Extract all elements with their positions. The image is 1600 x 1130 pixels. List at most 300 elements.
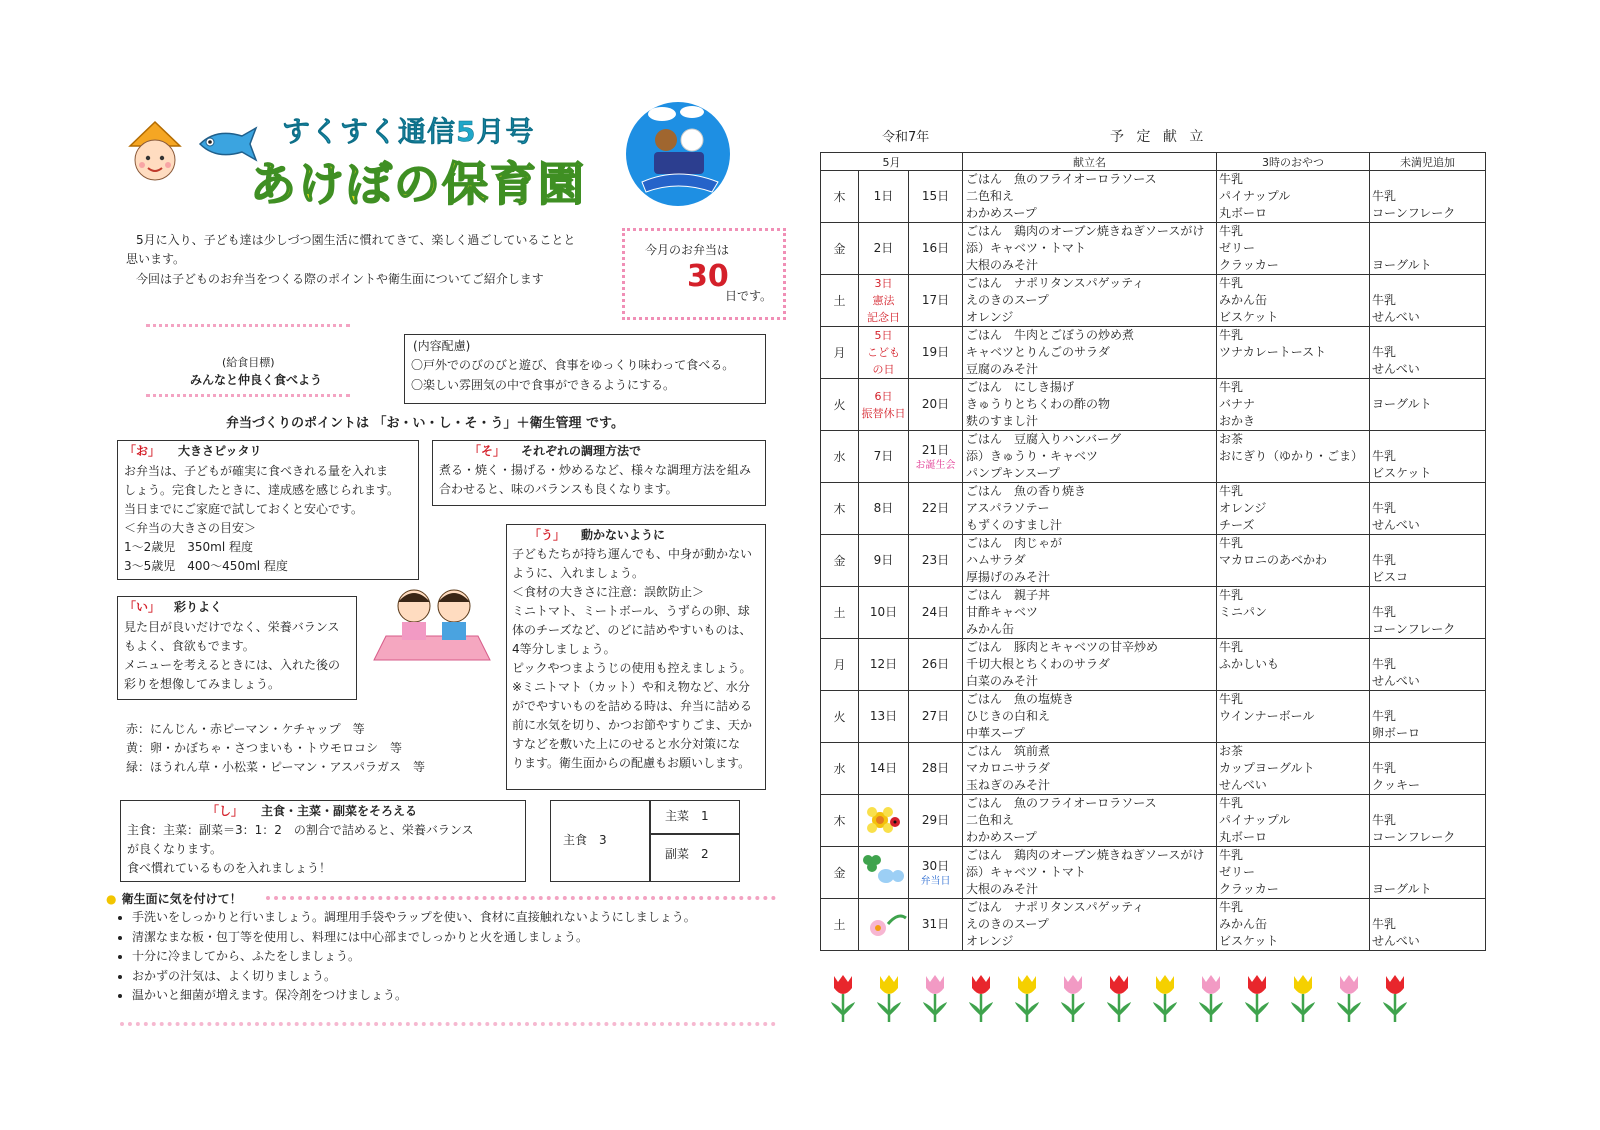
menu-snack-cell <box>1217 379 1370 431</box>
menu-extra: せんべい <box>1372 362 1420 376</box>
menu-row <box>821 327 1486 379</box>
menu-extra: せんべい <box>1372 934 1420 948</box>
menu-day: 木 <box>821 795 859 847</box>
menu-snack: おにぎり（ゆかり・ごま） <box>1219 449 1364 463</box>
menu-extra-cell <box>1370 847 1486 899</box>
menu-dish-cell <box>963 899 1217 951</box>
hygiene-item: • 清潔なまな板・包丁等を使用し、料理には中心部までしっかりと火を通しましょう。 <box>132 928 696 948</box>
menu-extra-cell <box>1370 587 1486 639</box>
point-i-heading: 彩りよく <box>174 600 223 614</box>
menu-snack-cell <box>1217 795 1370 847</box>
menu-date-2 <box>909 327 963 379</box>
menu-snack: 牛乳 <box>1219 536 1244 550</box>
point-u-box <box>506 524 766 790</box>
menu-extra: ビスコ <box>1372 570 1409 584</box>
menu-dish: ごはん ナポリタンスパゲッティ <box>966 900 1145 914</box>
decorative-flower-line-bottom <box>146 394 350 403</box>
menu-date-value: 13日 <box>869 709 898 723</box>
menu-snack: ミニパン <box>1219 605 1268 619</box>
ratio-side: 副菜 2 <box>665 847 709 861</box>
menu-extra <box>1372 864 1485 881</box>
menu-extra: 牛乳 <box>1372 293 1397 307</box>
menu-day: 火 <box>821 379 859 431</box>
holiday-note: 記念日 <box>867 311 900 324</box>
event-note: お誕生会 <box>915 459 956 471</box>
menu-snack: クラッカー <box>1219 258 1279 272</box>
point-i-key: 「い」 <box>124 600 161 614</box>
menu-dish: ごはん 魚の塩焼き <box>966 692 1075 706</box>
menu-dish: ごはん 魚のフライオーロラソース <box>966 796 1157 810</box>
menu-col-month: 5月 <box>821 153 963 171</box>
hygiene-header <box>106 888 776 910</box>
points-title: 弁当づくりのポイントは 「お・い・し・そ・う」＋衛生管理 です。 <box>226 416 625 431</box>
menu-date-value: 1日 <box>873 189 894 203</box>
menu-extra <box>1372 691 1485 708</box>
menu-snack: おかき <box>1219 414 1256 428</box>
menu-row <box>821 535 1486 587</box>
menu-extra: クッキー <box>1372 778 1421 792</box>
point-u-body: 子どもたちが持ち運んでも、中身が動かない ように、入れましょう。 ＜食材の大きさに注意：誤飲防止＞ ミニトマト、ミートボール、うずらの卵、球 体のチーズなど、のどに詰めやすいものは、 4等分しましょう。 ピックやつまようじの使用も控えましょう。 ※ミニトマト（カット）や和え物など、水分 がでやすいものを詰める時は、弁当に詰める 前に水気を切り、かつお節やすりごま、天か すなどを敷いた上にのせると水分対策にな ります。衛生面からの配慮もお願いします。 <box>512 547 753 770</box>
menu-dish: ごはん 親子丼 <box>966 588 1051 602</box>
menu-date-2-value: 22日 <box>921 501 950 515</box>
hygiene-item: • 温かいと細菌が増えます。保冷剤をつけましょう。 <box>132 986 696 1006</box>
menu-dish-cell <box>963 431 1217 483</box>
menu-date-value: 6日 <box>874 389 893 403</box>
menu-dish-cell <box>963 743 1217 795</box>
menu-date-2-value: 16日 <box>921 241 950 255</box>
menu-snack: ウインナーボール <box>1219 709 1315 723</box>
menu-extra: ヨーグルト <box>1372 258 1432 272</box>
event-note: 弁当日 <box>920 875 951 887</box>
menu-date-2-value: 28日 <box>921 761 950 775</box>
menu-dish: 千切大根とちくわのサラダ <box>966 657 1110 671</box>
menu-date-value: 7日 <box>873 449 894 463</box>
tulip-icon <box>874 972 904 1024</box>
menu-dish: 二色和え <box>966 813 1015 827</box>
menu-date-2-value: 30日 <box>921 858 950 873</box>
holiday-note: 憲法 <box>872 294 895 307</box>
menu-date-2 <box>909 275 963 327</box>
menu-row <box>821 483 1486 535</box>
menu-snack: 牛乳 <box>1219 224 1244 238</box>
menu-extra: 牛乳 <box>1372 501 1397 515</box>
menu-extra: せんべい <box>1372 310 1420 324</box>
menu-dish: ごはん 筑前煮 <box>966 744 1051 758</box>
menu-date-2 <box>909 743 963 795</box>
tulip-icon <box>1104 972 1134 1024</box>
menu-date <box>859 483 909 535</box>
menu-dish-cell <box>963 847 1217 899</box>
menu-dish: ごはん 鶏肉のオーブン焼きねぎソースがけ <box>966 224 1205 238</box>
menu-dish-cell <box>963 275 1217 327</box>
koinobori-badge-icon <box>622 100 734 208</box>
menu-snack-cell <box>1217 327 1370 379</box>
hygiene-title: 衛生面に気を付けて！ <box>121 892 242 906</box>
menu-snack <box>1219 725 1369 742</box>
bento-days-label: 今月のお弁当は <box>645 243 730 257</box>
menu-date <box>859 691 909 743</box>
menu-row <box>821 639 1486 691</box>
menu-snack: 丸ボーロ <box>1219 206 1268 220</box>
menu-col-menu: 献立名 <box>963 153 1217 171</box>
menu-day: 木 <box>821 171 859 223</box>
menu-snack: 牛乳 <box>1219 380 1244 394</box>
menu-extra <box>1372 483 1485 500</box>
ratio-divider-vertical <box>649 801 651 881</box>
menu-dish-cell <box>963 535 1217 587</box>
tulip-icon <box>1288 972 1318 1024</box>
menu-snack: 牛乳 <box>1219 640 1244 654</box>
menu-row <box>821 743 1486 795</box>
menu-date <box>859 223 909 275</box>
menu-date-2 <box>909 171 963 223</box>
point-shi-box <box>120 800 526 882</box>
menu-date-2-value: 26日 <box>921 657 950 671</box>
menu-date-2 <box>909 535 963 587</box>
decorative-flower-line-top <box>146 324 350 333</box>
menu-dish: えのきのスープ <box>966 917 1049 931</box>
menu-snack: 牛乳 <box>1219 276 1244 290</box>
menu-snack: ツナカレートースト <box>1219 345 1327 359</box>
menu-title: 予 定 献 立 <box>1110 129 1208 145</box>
menu-row <box>821 275 1486 327</box>
menu-snack-cell <box>1217 171 1370 223</box>
menu-snack: ビスケット <box>1219 310 1279 324</box>
menu-extra-cell <box>1370 639 1486 691</box>
menu-snack-cell <box>1217 587 1370 639</box>
point-o-box <box>117 440 419 580</box>
hygiene-chick-icon: ● <box>106 892 117 906</box>
menu-snack: クラッカー <box>1219 882 1279 896</box>
menu-dish-cell <box>963 379 1217 431</box>
considerations-title: (内容配慮) <box>413 339 471 353</box>
menu-day: 木 <box>821 483 859 535</box>
menu-row <box>821 847 1486 899</box>
tulip-icon <box>1242 972 1272 1024</box>
menu-date <box>859 535 909 587</box>
menu-date-value: 14日 <box>869 761 898 775</box>
menu-snack: ふかしいも <box>1219 657 1280 671</box>
menu-snack <box>1219 621 1369 638</box>
point-o-heading: 大きさピッタリ <box>178 444 262 458</box>
menu-dish: ごはん ナポリタンスパゲッティ <box>966 276 1145 290</box>
menu-snack: 牛乳 <box>1219 328 1244 342</box>
menu-dish: ごはん 鶏肉のオーブン焼きねぎソースがけ <box>966 848 1205 862</box>
menu-extra <box>1372 171 1485 188</box>
menu-row <box>821 899 1486 951</box>
menu-snack: チーズ <box>1219 518 1255 532</box>
menu-dish: パンプキンスープ <box>966 466 1060 480</box>
menu-dish: ごはん 肉じゃが <box>966 536 1063 550</box>
menu-dish: アスパラソテー <box>966 501 1050 515</box>
menu-date-2 <box>909 483 963 535</box>
menu-extra <box>1372 587 1485 604</box>
menu-snack: パイナップル <box>1219 189 1291 203</box>
holiday-note: 振替休日 <box>861 406 906 420</box>
menu-dish-cell <box>963 223 1217 275</box>
menu-col-snack: 3時のおやつ <box>1217 153 1370 171</box>
point-o-key: 「お」 <box>124 444 161 458</box>
menu-dish: 甘酢キャベツ <box>966 605 1039 619</box>
menu-extra <box>1372 847 1485 864</box>
menu-extra-cell <box>1370 379 1486 431</box>
menu-date-2 <box>909 691 963 743</box>
menu-snack-cell <box>1217 223 1370 275</box>
point-so-heading: それぞれの調理方法で <box>521 444 642 458</box>
menu-day: 月 <box>821 639 859 691</box>
menu-extra <box>1372 223 1485 240</box>
menu-row <box>821 795 1486 847</box>
menu-snack-cell <box>1217 639 1370 691</box>
menu-extra: 牛乳 <box>1372 605 1397 619</box>
menu-dish: みかん缶 <box>966 622 1015 636</box>
menu-dish: わかめスープ <box>966 830 1037 844</box>
menu-extra: 牛乳 <box>1372 761 1397 775</box>
menu-snack: みかん缶 <box>1219 293 1268 307</box>
menu-snack-cell <box>1217 847 1370 899</box>
tulip-icon <box>1196 972 1226 1024</box>
menu-row <box>821 691 1486 743</box>
menu-date-value: 5日 <box>874 329 893 342</box>
menu-date-2-value: 20日 <box>921 397 950 411</box>
menu-date-value: 2日 <box>873 241 894 255</box>
flower-sprout-icon <box>864 910 908 944</box>
menu-dish: ハムサラダ <box>966 553 1026 567</box>
point-shi-body: 主食：主菜：副菜＝3：1：2 の割合で詰めると、栄養バランス が良くなります。 食べ慣れているものを入れましょう！ <box>127 823 474 875</box>
menu-snack: 牛乳 <box>1219 848 1244 862</box>
menu-extra: 牛乳 <box>1372 345 1397 359</box>
menu-date-2-value: 24日 <box>921 605 950 619</box>
menu-snack-cell <box>1217 275 1370 327</box>
color-red-foods: 赤：にんじん・赤ピーマン・ケチャップ 等 <box>126 722 365 736</box>
menu-extra: ヨーグルト <box>1372 397 1432 411</box>
menu-snack-cell <box>1217 743 1370 795</box>
menu-date <box>859 743 909 795</box>
menu-dish: オレンジ <box>966 934 1014 948</box>
intro-line-3: 今回は子どものお弁当をつくる際のポイントや衛生面についてご紹介します <box>136 272 544 286</box>
color-green-foods: 緑：ほうれん草・小松菜・ピーマン・アスパラガス 等 <box>126 760 426 774</box>
menu-extra <box>1372 413 1485 430</box>
point-so-key: 「そ」 <box>469 444 506 458</box>
menu-extra-cell <box>1370 899 1486 951</box>
menu-dish: ごはん 魚の香り焼き <box>966 484 1087 498</box>
menu-header-row <box>821 153 1486 171</box>
menu-extra-cell <box>1370 431 1486 483</box>
menu-day: 土 <box>821 587 859 639</box>
menu-snack: 牛乳 <box>1219 484 1244 498</box>
bento-days-box <box>622 228 786 320</box>
holiday-note: こども <box>867 346 900 359</box>
menu-dish: ごはん にしき揚げ <box>966 380 1075 394</box>
tulip-icon <box>1150 972 1180 1024</box>
menu-dish: 白菜のみそ汁 <box>966 674 1039 688</box>
menu-extra <box>1372 743 1485 760</box>
menu-day: 月 <box>821 327 859 379</box>
menu-table <box>820 152 1486 951</box>
menu-day: 土 <box>821 275 859 327</box>
menu-dish: ごはん 魚のフライオーロラソース <box>966 172 1157 186</box>
menu-dish: 玉ねぎのみそ汁 <box>966 778 1051 792</box>
menu-snack: みかん缶 <box>1219 917 1268 931</box>
carp-streamer-icon <box>196 124 258 164</box>
clover-butterfly-icon <box>860 852 904 892</box>
nursery-name: あけぼの保育園 <box>250 157 586 211</box>
tulip-icon <box>1334 972 1364 1024</box>
menu-extra <box>1372 639 1485 656</box>
menu-date-2 <box>909 899 963 951</box>
point-u-heading: 動かないように <box>581 528 666 542</box>
menu-day: 金 <box>821 847 859 899</box>
menu-snack-cell <box>1217 691 1370 743</box>
tulip-icon <box>1380 972 1410 1024</box>
menu-dish: 麩のすまし汁 <box>966 414 1039 428</box>
menu-date <box>859 379 909 431</box>
menu-dish: マカロニサラダ <box>966 761 1050 775</box>
menu-snack <box>1219 569 1369 586</box>
menu-snack-cell <box>1217 899 1370 951</box>
newsletter-title: すくすく通信5月号 <box>282 115 535 148</box>
considerations-line-2: 〇楽しい雰囲気の中で食事ができるようにする。 <box>411 378 676 392</box>
boy-with-hat-illustration <box>120 118 190 188</box>
menu-dish: キャベツとりんごのサラダ <box>966 345 1110 359</box>
menu-date-value: 12日 <box>869 657 898 671</box>
menu-extra-cell <box>1370 483 1486 535</box>
hygiene-item: • 手洗いをしっかりと行いましょう。調理用手袋やラップを使い、食材に直接触れないようにしましょう。 <box>132 908 696 928</box>
menu-snack: バナナ <box>1219 397 1256 411</box>
tulip-icon <box>828 972 858 1024</box>
menu-snack: 牛乳 <box>1219 172 1244 186</box>
hygiene-item: • 十分に冷ましてから、ふたをしましょう。 <box>132 947 696 967</box>
menu-snack: 牛乳 <box>1219 796 1244 810</box>
menu-extra <box>1372 795 1485 812</box>
menu-snack-cell <box>1217 535 1370 587</box>
menu-extra <box>1372 327 1485 344</box>
ratio-divider-horizontal <box>649 833 739 835</box>
menu-extra: 牛乳 <box>1372 449 1397 463</box>
menu-row <box>821 587 1486 639</box>
menu-era: 令和7年 <box>882 130 930 145</box>
menu-extra-cell <box>1370 743 1486 795</box>
menu-extra: 牛乳 <box>1372 917 1397 931</box>
menu-date-2-value: 19日 <box>921 345 950 359</box>
hygiene-item: • おかずの汁気は、よく切りましょう。 <box>132 967 696 987</box>
menu-day: 水 <box>821 743 859 795</box>
menu-snack: せんべい <box>1219 778 1267 792</box>
menu-date <box>859 275 909 327</box>
menu-date-2 <box>909 431 963 483</box>
menu-date-value: 8日 <box>873 501 894 515</box>
bento-days-suffix: 日です。 <box>725 289 773 303</box>
goal-label: (給食目標) <box>222 356 275 369</box>
decorative-animal-border <box>266 896 776 906</box>
menu-extra: 牛乳 <box>1372 813 1397 827</box>
menu-date-2-value: 23日 <box>921 553 950 567</box>
menu-date-2-value: 31日 <box>921 917 950 931</box>
menu-date-2 <box>909 587 963 639</box>
menu-dish: ひじきの白和え <box>966 709 1051 723</box>
tulip-icon <box>1058 972 1088 1024</box>
menu-dish-cell <box>963 327 1217 379</box>
menu-dish: 大根のみそ汁 <box>966 258 1039 272</box>
menu-dish: 豆腐のみそ汁 <box>966 362 1039 376</box>
menu-snack: マカロニのあべかわ <box>1219 553 1328 567</box>
menu-snack-cell <box>1217 431 1370 483</box>
menu-date <box>859 327 909 379</box>
menu-snack <box>1219 465 1369 482</box>
menu-dish: ごはん 豆腐入りハンバーグ <box>966 432 1122 446</box>
menu-date-2 <box>909 379 963 431</box>
tulip-icon <box>1012 972 1042 1024</box>
menu-date-2 <box>909 223 963 275</box>
ratio-staple: 主食 3 <box>563 833 607 847</box>
goal-text: みんなと仲良く食べよう <box>190 373 323 387</box>
menu-dish-cell <box>963 691 1217 743</box>
menu-col-extra: 未満児追加 <box>1370 153 1486 171</box>
ratio-main: 主菜 1 <box>665 809 709 823</box>
menu-snack: ビスケット <box>1219 934 1279 948</box>
menu-snack: 牛乳 <box>1219 900 1244 914</box>
menu-date-2 <box>909 795 963 847</box>
menu-extra: せんべい <box>1372 518 1420 532</box>
menu-snack-cell <box>1217 483 1370 535</box>
menu-dish: 大根のみそ汁 <box>966 882 1039 896</box>
menu-extra <box>1372 379 1485 396</box>
menu-dish: もずくのすまし汁 <box>966 518 1063 532</box>
menu-extra: 牛乳 <box>1372 553 1397 567</box>
menu-date-2-value: 21日 <box>921 442 950 457</box>
menu-day: 土 <box>821 899 859 951</box>
menu-date-value: 10日 <box>869 605 898 619</box>
menu-dish: わかめスープ <box>966 206 1037 220</box>
menu-extra: せんべい <box>1372 674 1420 688</box>
menu-date-value: 9日 <box>873 553 894 567</box>
menu-dish: ごはん 牛肉とごぼうの炒め煮 <box>966 328 1135 342</box>
menu-extra: 牛乳 <box>1372 189 1397 203</box>
menu-extra <box>1372 431 1485 448</box>
menu-dish: 二色和え <box>966 189 1015 203</box>
point-shi-key: 「し」 <box>207 804 244 818</box>
decorative-animal-border-bottom <box>120 1022 776 1032</box>
tulip-icon <box>920 972 950 1024</box>
ratio-box <box>550 800 740 882</box>
point-shi-heading: 主食・主菜・副菜をそろえる <box>261 804 418 818</box>
point-i-box <box>117 596 357 700</box>
menu-dish: えのきのスープ <box>966 293 1049 307</box>
menu-snack: 丸ボーロ <box>1219 830 1268 844</box>
menu-extra <box>1372 899 1485 916</box>
menu-dish-cell <box>963 483 1217 535</box>
point-o-body: お弁当は、子どもが確実に食べきれる量を入れま しょう。完食したときに、達成感を感じられます。 当日までにご家庭で試しておくと安心です。 ＜弁当の大きさの目安＞ 1～2歳児 350ml 程度 3～5歳児 400～450ml 程度 <box>124 464 400 573</box>
menu-extra: コーンフレーク <box>1372 830 1456 844</box>
menu-extra: 牛乳 <box>1372 709 1397 723</box>
menu-extra: 卵ボーロ <box>1372 726 1421 740</box>
menu-extra: 牛乳 <box>1372 657 1397 671</box>
menu-extra-cell <box>1370 795 1486 847</box>
menu-dish-cell <box>963 795 1217 847</box>
menu-snack: 牛乳 <box>1219 588 1244 602</box>
menu-day: 火 <box>821 691 859 743</box>
intro-line-2: 思います。 <box>126 252 186 266</box>
hygiene-list <box>112 908 696 1006</box>
menu-snack <box>1219 361 1369 378</box>
menu-dish: 添）きゅうり・キャベツ <box>966 449 1099 463</box>
menu-extra: コーンフレーク <box>1372 206 1456 220</box>
menu-extra: コーンフレーク <box>1372 622 1456 636</box>
menu-dish: 厚揚げのみそ汁 <box>966 570 1051 584</box>
considerations-box <box>404 334 766 404</box>
menu-date-2-value: 15日 <box>921 189 950 203</box>
menu-date-2 <box>909 639 963 691</box>
